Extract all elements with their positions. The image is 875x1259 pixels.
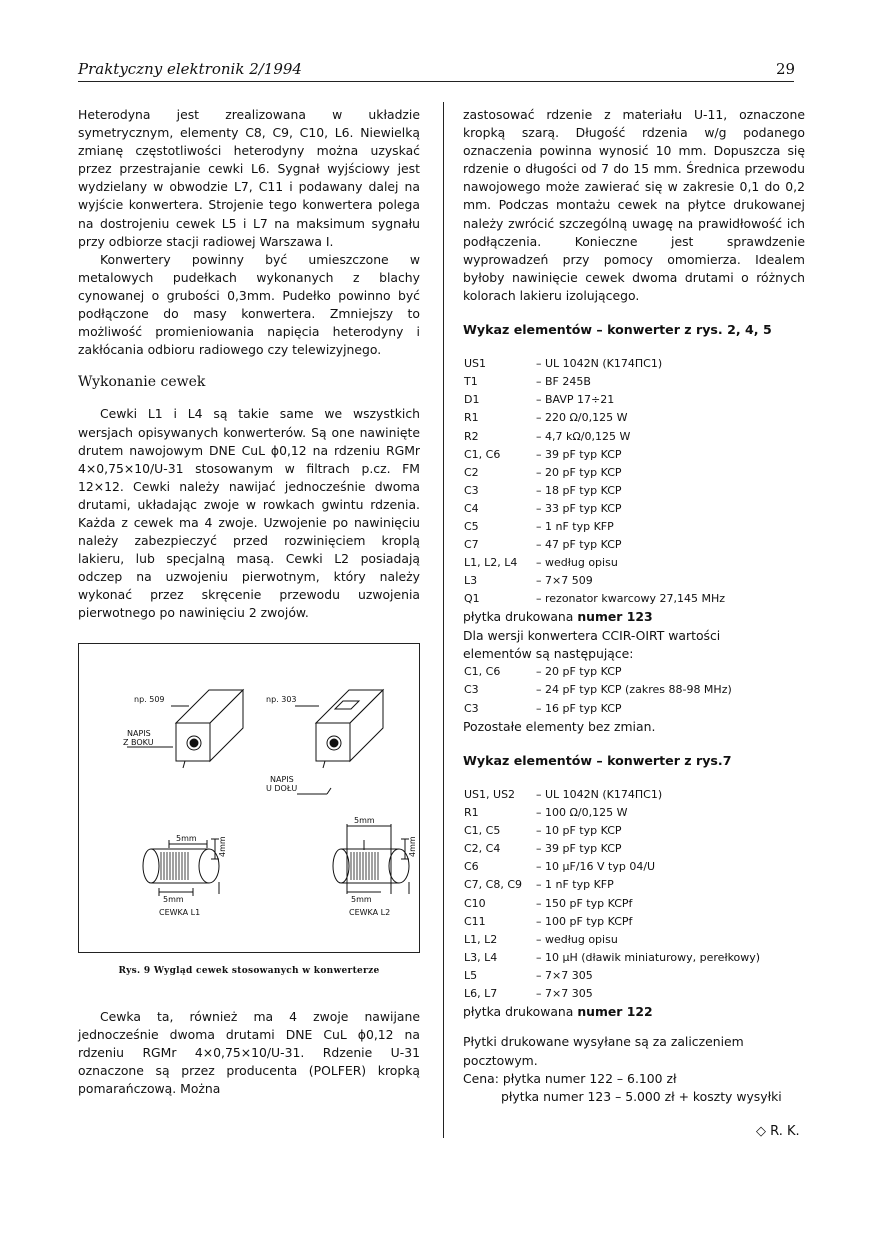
table-row: C7, C8, C9 – 1 nF typ KFP — [464, 878, 614, 892]
coil-can-303 — [316, 690, 383, 768]
table-row: C5 – 1 nF typ KFP — [464, 519, 614, 533]
dim-5mm-l2-top: 5mm — [354, 815, 375, 825]
author-signature: ◇ R. K. — [756, 1124, 800, 1139]
label-coil-l2: CEWKA L2 — [349, 907, 391, 917]
label-303: np. 303 — [266, 694, 297, 704]
table-row: L3 – 7×7 509 — [464, 574, 593, 588]
ccir-intro-1: Dla wersji konwertera CCIR-OIRT wartości — [463, 627, 721, 643]
table-row: L3, L4 – 10 μH (dławik miniaturowy, perełkowy) — [464, 950, 761, 964]
paragraph-heterodyne: Heterodyna jest zrealizowana w układzie symetrycznym, elementy C8, C9, C10, L6. Niewielką zmianę częstotliwości heterodyny można uzyskać przez przestrajanie cewki L6. Sygnał wyjściowy jest wydzielany w obwodzie L7, C11 i podawany dalej na wyjście konwertera. Strojenie tego konwertera polega na dostrojeniu cewek L5 i L7 na maksimum sygnału przy odbiorze stacji radiowej Warszawa I. — [78, 107, 420, 249]
coil-drawing — [79, 644, 419, 952]
label-napis-boku-1: NAPIS — [127, 728, 151, 738]
label-napis-boku-2: Z BOKU — [123, 737, 154, 747]
parts-list-heading-1: Wykaz elementów – konwerter z rys. 2, 4, 5 — [463, 322, 772, 338]
pcb-line-123: płytka drukowana numer 123 — [463, 609, 653, 625]
table-row: C2 – 20 pF typ KCP — [464, 465, 622, 479]
parts-list-1 — [464, 355, 725, 608]
table-row: US1 – UL 1042N (K174ПC1) — [464, 357, 663, 371]
right-column — [463, 106, 805, 1107]
table-row: D1 – BAVP 17÷21 — [464, 393, 615, 407]
coil-can-509 — [176, 690, 243, 768]
figure-caption: Rys. 9 Wygląd cewek stosowanych w konwerterze — [118, 965, 380, 976]
coil-l2-shape — [333, 824, 409, 894]
left-column — [78, 106, 420, 1098]
pcb-line-122: płytka drukowana numer 122 — [463, 1004, 653, 1020]
section-heading-coils: Wykonanie cewek — [78, 374, 206, 391]
table-row: C11 – 100 pF typ KCPf — [464, 914, 633, 928]
parts-list-ccir — [464, 663, 732, 717]
remaining-note: Pozostałe elementy bez zmian. — [463, 718, 656, 734]
table-row: Q1 – rezonator kwarcowy 27,145 MHz — [464, 592, 726, 606]
header-rule — [78, 81, 794, 82]
label-napis-dolu-1: NAPIS — [270, 774, 294, 784]
paragraph-coil-l2: Cewka ta, również ma 4 zwoje nawijane jednocześnie dwoma drutami DNE CuL ϕ0,12 na rdzeniu RGMr 4×0,75×10/U-31. Rdzenie U-31 oznaczone są przez producenta (POLFER) kropką pomarańczową. Można — [78, 1008, 420, 1096]
label-coil-l1: CEWKA L1 — [159, 907, 201, 917]
coil-l1-shape — [143, 839, 219, 896]
table-row: L5 – 7×7 305 — [464, 968, 593, 982]
dim-5mm-l1-top: 5mm — [176, 833, 197, 843]
table-row: L1, L2 – według opisu — [464, 932, 618, 946]
dim-4mm-l1: 4mm — [218, 835, 227, 857]
table-row: C1, C5 – 10 pF typ KCP — [464, 824, 622, 838]
table-row: C3 – 16 pF typ KCP — [464, 701, 622, 715]
table-row: R2 – 4,7 kΩ/0,125 W — [464, 429, 631, 443]
parts-list-2 — [464, 786, 760, 1003]
shipping-note-1: Płytki drukowane wysyłane są za zaliczeniem — [463, 1034, 744, 1050]
parts-list-heading-2: Wykaz elementów – konwerter z rys.7 — [463, 752, 732, 768]
table-row: C6 – 10 μF/16 V typ 04/U — [464, 860, 656, 874]
table-row: US1, US2 – UL 1042N (K174ПC1) — [464, 788, 663, 801]
dim-5mm-l1-bottom: 5mm — [163, 894, 184, 904]
label-509: np. 509 — [134, 694, 165, 704]
table-row: R1 – 100 Ω/0,125 W — [464, 806, 628, 820]
table-row: C3 – 18 pF typ KCP — [464, 483, 622, 497]
dim-4mm-l2: 4mm — [408, 835, 417, 857]
paragraph-coils: Cewki L1 i L4 są takie same we wszystkich wersjach opisywanych konwerterów. Są one nawinięte drutem nawojowym DNE CuL ϕ0,12 na rdzeniu RGMr 4×0,75×10/U-31 stosowanym w filtrach p.cz. FM 12×12. Cewki należy nawijać jednocześnie dwoma drutami, układając zwoje w rowkach gwintu rdzenia. Każda z cewek ma 4 zwoje. Uzwojenie po nawinięciu należy zabezpieczyć przed rozwinięciem kroplą lakieru, lub specjalną masą. Cewki L2 posiadają odczep na uzwojeniu pierwotnym, który należy wykonać przez skręcenie przewodu uzwojenia pierwotnego po nawinięciu 2 zwojów. — [78, 406, 420, 621]
paragraph-cores: zastosować rdzenie z materiału U-11, oznaczone kropką szarą. Długość rdzenia w/g podanego oznaczenia powinna wynosić 10 mm. Dopuszcza się rdzenie o długości od 7 do 15 mm. Średnica przewodu nawojowego może zawierać się w zakresie 0,1 do 0,2 mm. Podczas montażu cewek na płytce drukowanej należy zwrócić szczególną uwagę na prawidłowość ich podłączenia. Konieczne jest sprawdzenie wyprowadzeń przy pomocy omomierza. Idealem byłoby nawinięcie cewek dwoma drutami o różnych kolorach lakieru izolującego. — [463, 107, 805, 303]
table-row: C10 – 150 pF typ KCPf — [464, 896, 633, 910]
table-row: R1 – 220 Ω/0,125 W — [464, 411, 628, 425]
paragraph-shielding: Konwertery powinny być umieszczone w metalowych pudełkach wykonanych z blachy cynowanej o grubości 0,3mm. Pudełko powinno być podłączone do masy konwertera. Zmniejszy to możliwość promieniowania napięcia heterodyny i zakłócania odbioru radiowego czy telewizyjnego. — [78, 251, 420, 358]
table-row: T1 – BF 245B — [464, 375, 591, 389]
journal-title: Praktyczny elektronik 2/1994 — [78, 60, 302, 78]
table-row: L6, L7 – 7×7 305 — [464, 987, 593, 1001]
ccir-intro-2: elementów są następujące: — [463, 646, 634, 662]
price-line-2: płytka numer 123 – 5.000 zł + koszty wysyłki — [501, 1089, 782, 1105]
label-napis-dolu-2: U DOŁU — [266, 783, 298, 793]
table-row: C2, C4 – 39 pF typ KCP — [464, 842, 622, 856]
table-row: C7 – 47 pF typ KCP — [464, 538, 622, 552]
shipping-note-2: pocztowym. — [463, 1052, 538, 1068]
page-number: 29 — [776, 60, 796, 78]
table-row: C3 – 24 pF typ KCP (zakres 88-98 MHz) — [464, 683, 732, 697]
table-row: C4 – 33 pF typ KCP — [464, 501, 622, 515]
column-divider — [443, 102, 444, 1138]
price-line-1: Cena: płytka numer 122 – 6.100 zł — [463, 1071, 677, 1087]
table-row: L1, L2, L4 – według opisu — [464, 556, 618, 570]
table-row: C1, C6 – 39 pF typ KCP — [464, 447, 622, 461]
table-row: C1, C6 – 20 pF typ KCP — [464, 665, 622, 679]
dim-5mm-l2-bottom: 5mm — [351, 894, 372, 904]
figure-coils — [78, 643, 420, 953]
